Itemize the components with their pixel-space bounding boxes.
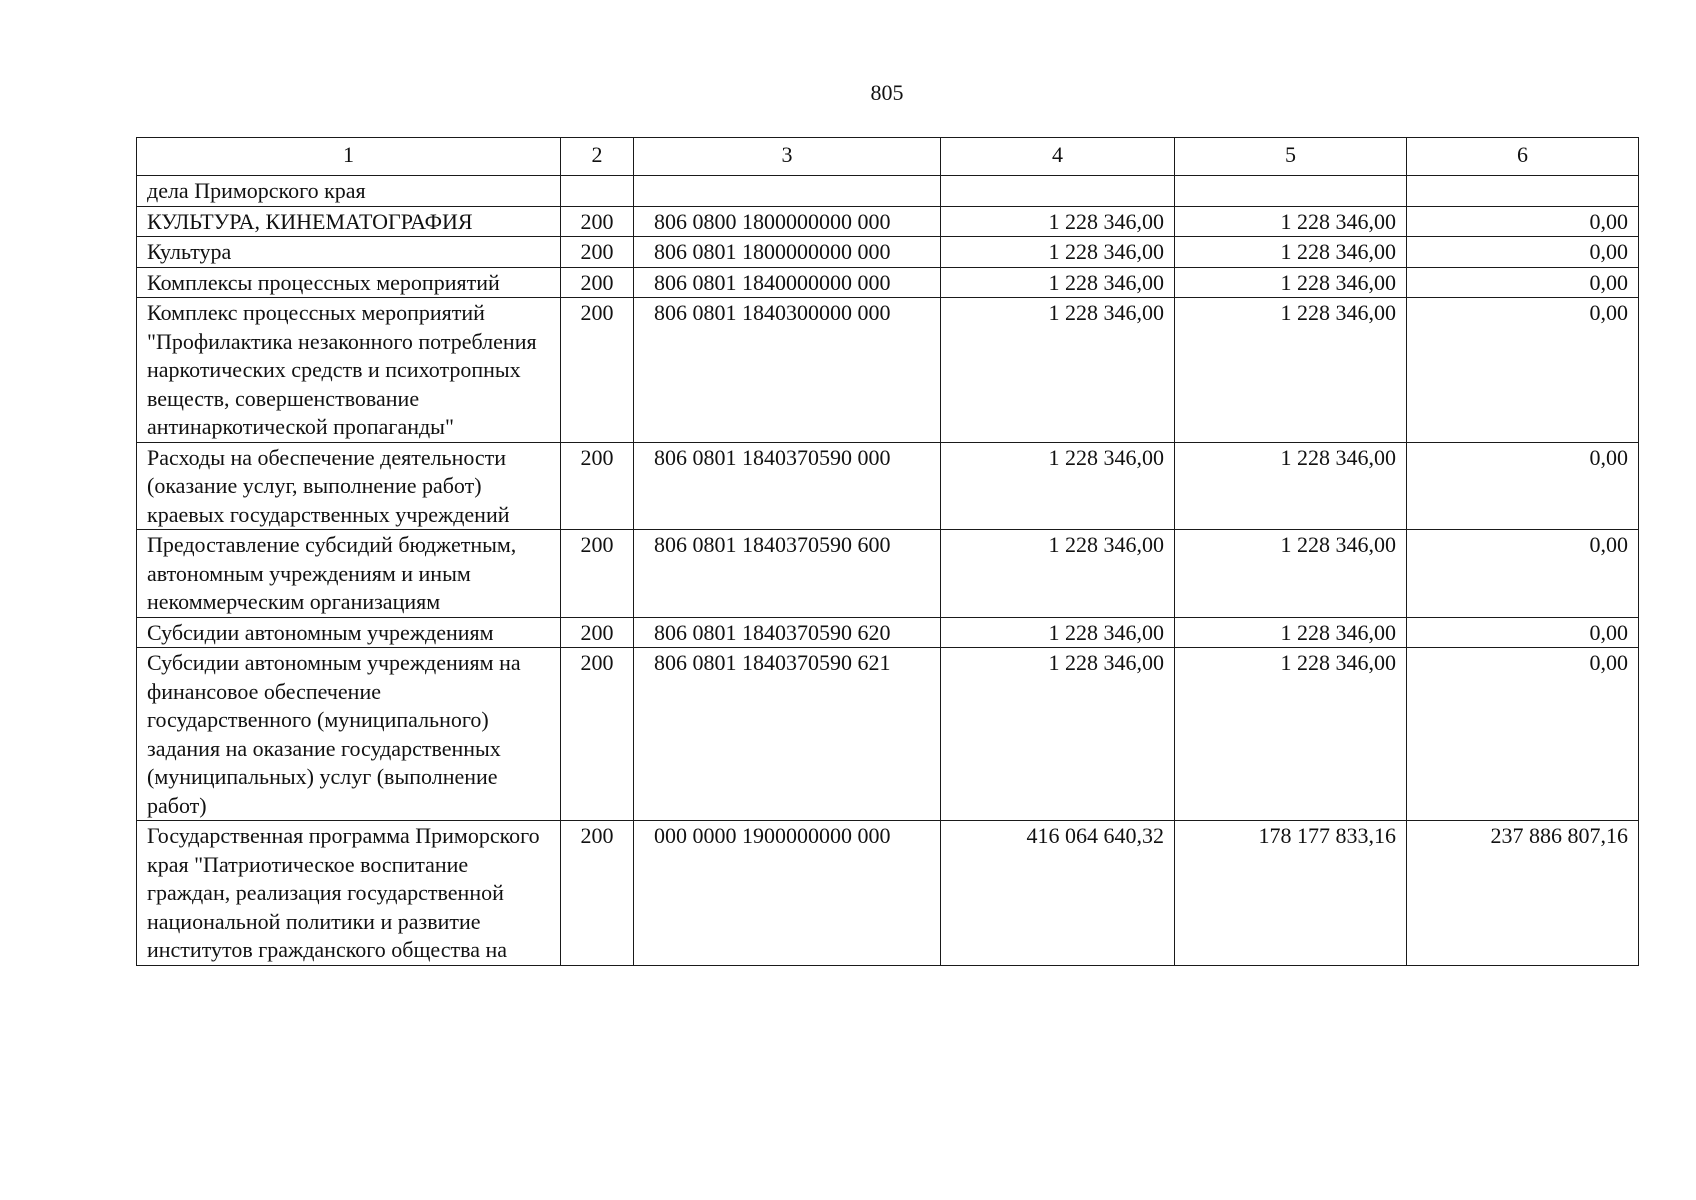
row-name-cell: Государственная программа Приморского края "Патриотическое воспитание граждан, реализация государственной национальной политики и развитие институтов гражданского общества на <box>137 821 561 966</box>
row-code-cell: 200 <box>561 206 634 237</box>
row-value-6-cell: 0,00 <box>1407 648 1639 821</box>
column-header-1: 1 <box>137 138 561 176</box>
table-row <box>137 176 1639 207</box>
row-code-cell: 200 <box>561 298 634 443</box>
row-value-6-cell: 237 886 807,16 <box>1407 821 1639 966</box>
row-code-cell: 200 <box>561 237 634 268</box>
row-code-cell: 200 <box>561 821 634 966</box>
row-value-5-cell: 1 228 346,00 <box>1175 298 1407 443</box>
row-value-6-cell <box>1407 176 1639 207</box>
row-value-5-cell: 1 228 346,00 <box>1175 237 1407 268</box>
row-code-cell: 200 <box>561 648 634 821</box>
row-code-cell: 200 <box>561 442 634 530</box>
table-row <box>137 206 1639 237</box>
row-value-5-cell <box>1175 176 1407 207</box>
row-value-4-cell: 1 228 346,00 <box>941 530 1175 618</box>
row-name-cell: Предоставление субсидий бюджетным, автономным учреждениям и иным некоммерческим организациям <box>137 530 561 618</box>
row-value-5-cell: 1 228 346,00 <box>1175 530 1407 618</box>
row-name-cell: КУЛЬТУРА, КИНЕМАТОГРАФИЯ <box>137 206 561 237</box>
row-value-6-cell: 0,00 <box>1407 442 1639 530</box>
row-classification-cell: 806 0801 1840300000 000 <box>634 298 941 443</box>
table-row <box>137 530 1639 618</box>
row-name-cell: Комплексы процессных мероприятий <box>137 267 561 298</box>
row-value-6-cell: 0,00 <box>1407 237 1639 268</box>
row-value-4-cell <box>941 176 1175 207</box>
column-header-3: 3 <box>634 138 941 176</box>
row-classification-cell: 000 0000 1900000000 000 <box>634 821 941 966</box>
row-value-4-cell: 1 228 346,00 <box>941 267 1175 298</box>
row-value-4-cell: 1 228 346,00 <box>941 237 1175 268</box>
row-name-cell: Расходы на обеспечение деятельности (оказание услуг, выполнение работ) краевых государственных учреждений <box>137 442 561 530</box>
row-classification-cell: 806 0801 1840370590 620 <box>634 617 941 648</box>
row-value-4-cell: 1 228 346,00 <box>941 298 1175 443</box>
column-header-6: 6 <box>1407 138 1639 176</box>
budget-table <box>136 137 1639 966</box>
row-value-4-cell: 1 228 346,00 <box>941 442 1175 530</box>
column-header-5: 5 <box>1175 138 1407 176</box>
row-value-4-cell: 1 228 346,00 <box>941 648 1175 821</box>
row-value-4-cell: 416 064 640,32 <box>941 821 1175 966</box>
row-value-6-cell: 0,00 <box>1407 206 1639 237</box>
page-number: 805 <box>870 80 904 105</box>
row-classification-cell: 806 0801 1800000000 000 <box>634 237 941 268</box>
table-row <box>137 617 1639 648</box>
row-value-4-cell: 1 228 346,00 <box>941 617 1175 648</box>
table-row <box>137 237 1639 268</box>
table-row <box>137 267 1639 298</box>
row-value-5-cell: 1 228 346,00 <box>1175 617 1407 648</box>
row-value-5-cell: 1 228 346,00 <box>1175 442 1407 530</box>
row-code-cell <box>561 176 634 207</box>
row-name-cell: Субсидии автономным учреждениям <box>137 617 561 648</box>
row-value-6-cell: 0,00 <box>1407 617 1639 648</box>
row-value-4-cell: 1 228 346,00 <box>941 206 1175 237</box>
table-row <box>137 821 1639 966</box>
row-classification-cell: 806 0801 1840370590 600 <box>634 530 941 618</box>
row-code-cell: 200 <box>561 267 634 298</box>
row-value-5-cell: 1 228 346,00 <box>1175 206 1407 237</box>
column-header-2: 2 <box>561 138 634 176</box>
table-header-row <box>137 138 1639 176</box>
row-classification-cell: 806 0801 1840370590 000 <box>634 442 941 530</box>
row-name-cell: Субсидии автономным учреждениям на финансовое обеспечение государственного (муниципального) задания на оказание государственных (муниципальных) услуг (выполнение работ) <box>137 648 561 821</box>
row-value-5-cell: 1 228 346,00 <box>1175 267 1407 298</box>
row-code-cell: 200 <box>561 530 634 618</box>
table-row <box>137 298 1639 443</box>
row-classification-cell: 806 0800 1800000000 000 <box>634 206 941 237</box>
row-classification-cell <box>634 176 941 207</box>
row-value-6-cell: 0,00 <box>1407 267 1639 298</box>
row-code-cell: 200 <box>561 617 634 648</box>
row-value-6-cell: 0,00 <box>1407 298 1639 443</box>
row-classification-cell: 806 0801 1840000000 000 <box>634 267 941 298</box>
row-name-cell: дела Приморского края <box>137 176 561 207</box>
row-value-5-cell: 178 177 833,16 <box>1175 821 1407 966</box>
column-header-4: 4 <box>941 138 1175 176</box>
row-classification-cell: 806 0801 1840370590 621 <box>634 648 941 821</box>
row-value-5-cell: 1 228 346,00 <box>1175 648 1407 821</box>
table-row <box>137 442 1639 530</box>
row-value-6-cell: 0,00 <box>1407 530 1639 618</box>
row-name-cell: Комплекс процессных мероприятий "Профилактика незаконного потребления наркотических средств и психотропных веществ, совершенствование антинаркотической пропаганды" <box>137 298 561 443</box>
table-row <box>137 648 1639 821</box>
row-name-cell: Культура <box>137 237 561 268</box>
